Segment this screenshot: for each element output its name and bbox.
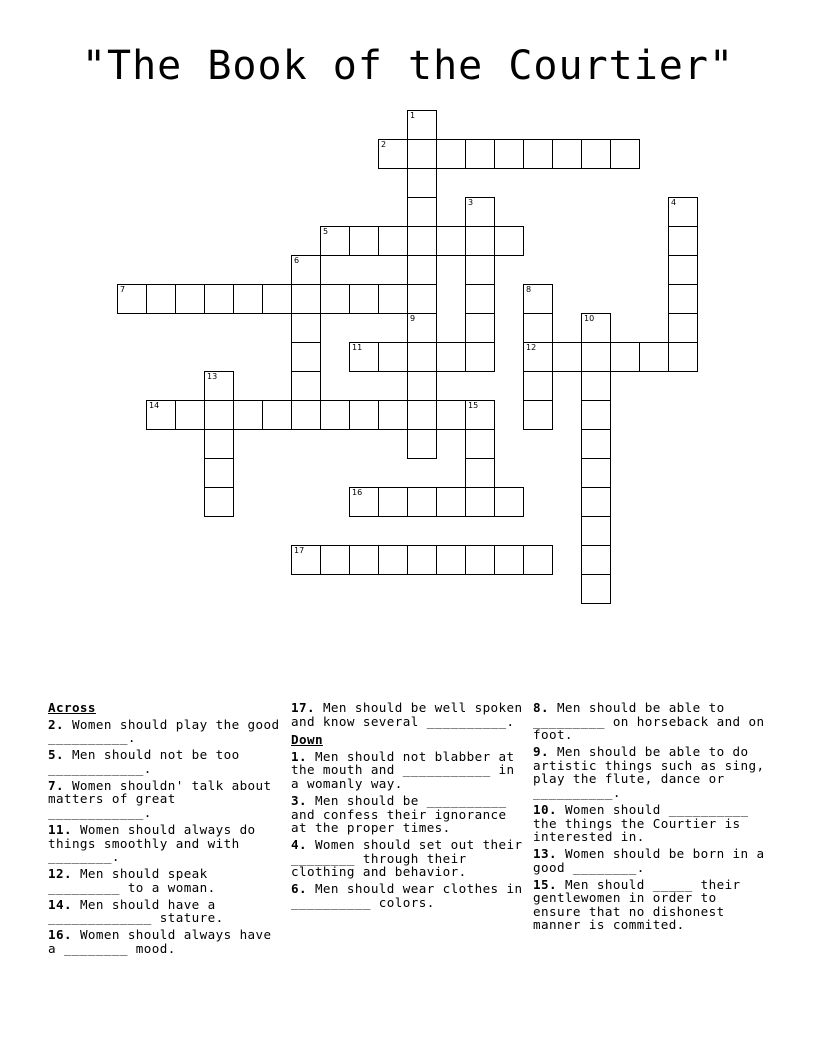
grid-cell[interactable] [204,429,234,459]
clue-number: 8 [526,285,532,294]
clues-column-3 [533,701,771,935]
grid-cell[interactable] [668,255,698,285]
clue-number: 9 [410,314,416,323]
grid-cell[interactable] [523,342,553,372]
clue-down-1: 1. Men should not blabber at the mouth and ___________ in a womanly way. [291,748,523,791]
clue-across-11: 11. Women should always do things smoothly and with ________. [48,821,264,865]
grid-cell[interactable] [320,400,350,430]
grid-cell[interactable] [581,487,611,517]
grid-cell[interactable] [552,139,582,169]
grid-cell[interactable] [610,139,640,169]
grid-cell[interactable] [407,400,437,430]
clue-down-4: 4. Women should set out their ________ through their clothing and behavior. [291,837,531,880]
clue-number: 10 [584,314,595,323]
grid-cell[interactable] [291,545,321,575]
grid-cell[interactable] [291,371,321,401]
puzzle-title: "The Book of the Courtier" [81,43,735,89]
clue-across-7: 7. Women shouldn' talk about matters of great ____________. [48,777,280,820]
grid-cell[interactable] [291,313,321,343]
clue-number: 7 [120,285,126,294]
across-heading: Across [48,700,96,715]
clue-number: 3 [468,198,474,207]
clue-number: 15 [468,401,479,410]
grid-cell[interactable] [407,197,437,227]
clue-number: 5 [323,227,329,236]
grid-cell[interactable] [378,487,408,517]
grid-cell[interactable] [407,342,437,372]
grid-cell[interactable] [581,139,611,169]
grid-cell[interactable] [204,487,234,517]
grid-cell[interactable] [378,226,408,256]
grid-cell[interactable] [291,255,321,285]
grid-cell[interactable] [668,284,698,314]
grid-cell[interactable] [465,255,495,285]
grid-cell[interactable] [552,342,582,372]
grid-cell[interactable] [407,168,437,198]
grid-cell[interactable] [581,313,611,343]
grid-cell[interactable] [204,371,234,401]
grid-cell[interactable] [262,284,292,314]
clue-number: 14 [149,401,160,410]
grid-cell[interactable] [146,284,176,314]
clue-across-16: 16. Women should always have a ________ mood. [48,927,280,956]
grid-cell[interactable] [291,400,321,430]
grid-cell[interactable] [407,371,437,401]
grid-cell[interactable] [668,197,698,227]
clue-across-12: 12. Men should speak _________ to a woman. [48,866,216,895]
grid-cell[interactable] [320,284,350,314]
grid-cell[interactable] [407,429,437,459]
grid-cell[interactable] [465,284,495,314]
clue-number: 6 [294,256,300,265]
grid-cell[interactable] [291,284,321,314]
grid-cell[interactable] [610,342,640,372]
down-heading: Down [291,732,323,748]
grid-cell[interactable] [146,400,176,430]
grid-cell[interactable] [639,342,669,372]
grid-cell[interactable] [291,342,321,372]
clue-number: 1 [410,111,416,120]
clue-number: 13 [207,372,218,381]
grid-cell[interactable] [378,139,408,169]
grid-cell[interactable] [407,139,437,169]
grid-cell[interactable] [523,139,553,169]
grid-cell[interactable] [262,400,292,430]
grid-cell[interactable] [349,400,379,430]
clue-down-10: 10. Women should __________ the things the Courtier is interested in. [533,801,757,845]
grid-cell[interactable] [436,139,466,169]
clue-across-2: 2. Women should play the good __________. [48,716,288,746]
grid-cell[interactable] [668,226,698,256]
clue-down-13: 13. Women should be born in a good ________. [533,846,773,875]
grid-cell[interactable] [436,545,466,575]
clues-column-1 [48,701,286,959]
grid-cell[interactable] [465,400,495,430]
grid-cell[interactable] [204,284,234,314]
clue-across-5: 5. Men should not be too ____________. [48,747,248,776]
clue-down-6: 6. Men should wear clothes in __________ colors. [291,881,531,910]
grid-cell[interactable] [436,226,466,256]
grid-cell[interactable] [465,313,495,343]
grid-cell[interactable] [523,284,553,314]
grid-cell[interactable] [436,342,466,372]
clue-down-8: 8. Men should be able to _________ on horseback and on foot. [533,700,773,743]
grid-cell[interactable] [175,284,205,314]
grid-cell[interactable] [465,226,495,256]
grid-cell[interactable] [407,110,437,140]
grid-cell[interactable] [378,284,408,314]
grid-cell[interactable] [581,400,611,430]
grid-cell[interactable] [523,545,553,575]
grid-cell[interactable] [175,400,205,430]
grid-cell[interactable] [117,284,147,314]
grid-cell[interactable] [465,545,495,575]
grid-cell[interactable] [436,487,466,517]
grid-cell[interactable] [465,487,495,517]
grid-cell[interactable] [320,226,350,256]
grid-cell[interactable] [407,226,437,256]
grid-cell[interactable] [581,516,611,546]
grid-cell[interactable] [668,313,698,343]
clue-across-14: 14. Men should have a _____________ stature. [48,896,224,926]
grid-cell[interactable] [581,429,611,459]
grid-cell[interactable] [581,545,611,575]
clue-number: 17 [294,546,305,555]
grid-cell[interactable] [233,400,263,430]
clue-down-9: 9. Men should be able to do artistic things such as sing, play the flute, dance or __________. [533,744,773,800]
grid-cell[interactable] [465,429,495,459]
grid-cell[interactable] [581,342,611,372]
clue-down-3: 3. Men should be __________ and confess their ignorance at the proper times. [291,792,515,836]
grid-cell[interactable] [581,371,611,401]
clue-number: 16 [352,488,363,497]
grid-cell[interactable] [378,342,408,372]
grid-cell[interactable] [204,400,234,430]
grid-cell[interactable] [494,487,524,517]
grid-cell[interactable] [494,139,524,169]
grid-cell[interactable] [465,139,495,169]
clues-column-2 [291,701,529,913]
grid-cell[interactable] [378,400,408,430]
grid-cell[interactable] [465,458,495,488]
grid-cell[interactable] [407,545,437,575]
clue-across-17: 17. Men should be well spoken and know several __________. [291,700,531,729]
grid-cell[interactable] [204,458,234,488]
grid-cell[interactable] [407,284,437,314]
grid-cell[interactable] [407,313,437,343]
grid-cell[interactable] [465,197,495,227]
clue-down-15: 15. Men should _____ their gentlewomen in order to ensure that no dishonest manner is commited. [533,876,749,933]
grid-cell[interactable] [581,574,611,604]
grid-cell[interactable] [465,342,495,372]
grid-cell[interactable] [349,284,379,314]
clue-number: 12 [526,343,537,352]
grid-cell[interactable] [494,545,524,575]
grid-cell[interactable] [523,400,553,430]
grid-cell[interactable] [233,284,263,314]
grid-cell[interactable] [436,400,466,430]
clue-number: 11 [352,343,363,352]
grid-cell[interactable] [378,545,408,575]
grid-cell[interactable] [349,487,379,517]
grid-cell[interactable] [494,226,524,256]
grid-cell[interactable] [523,313,553,343]
clue-number: 4 [671,198,677,207]
grid-cell[interactable] [349,226,379,256]
grid-cell[interactable] [407,255,437,285]
grid-cell[interactable] [523,371,553,401]
grid-cell[interactable] [349,545,379,575]
grid-cell[interactable] [349,342,379,372]
clue-number: 2 [381,140,387,149]
grid-cell[interactable] [581,458,611,488]
grid-cell[interactable] [320,545,350,575]
grid-cell[interactable] [668,342,698,372]
grid-cell[interactable] [407,487,437,517]
